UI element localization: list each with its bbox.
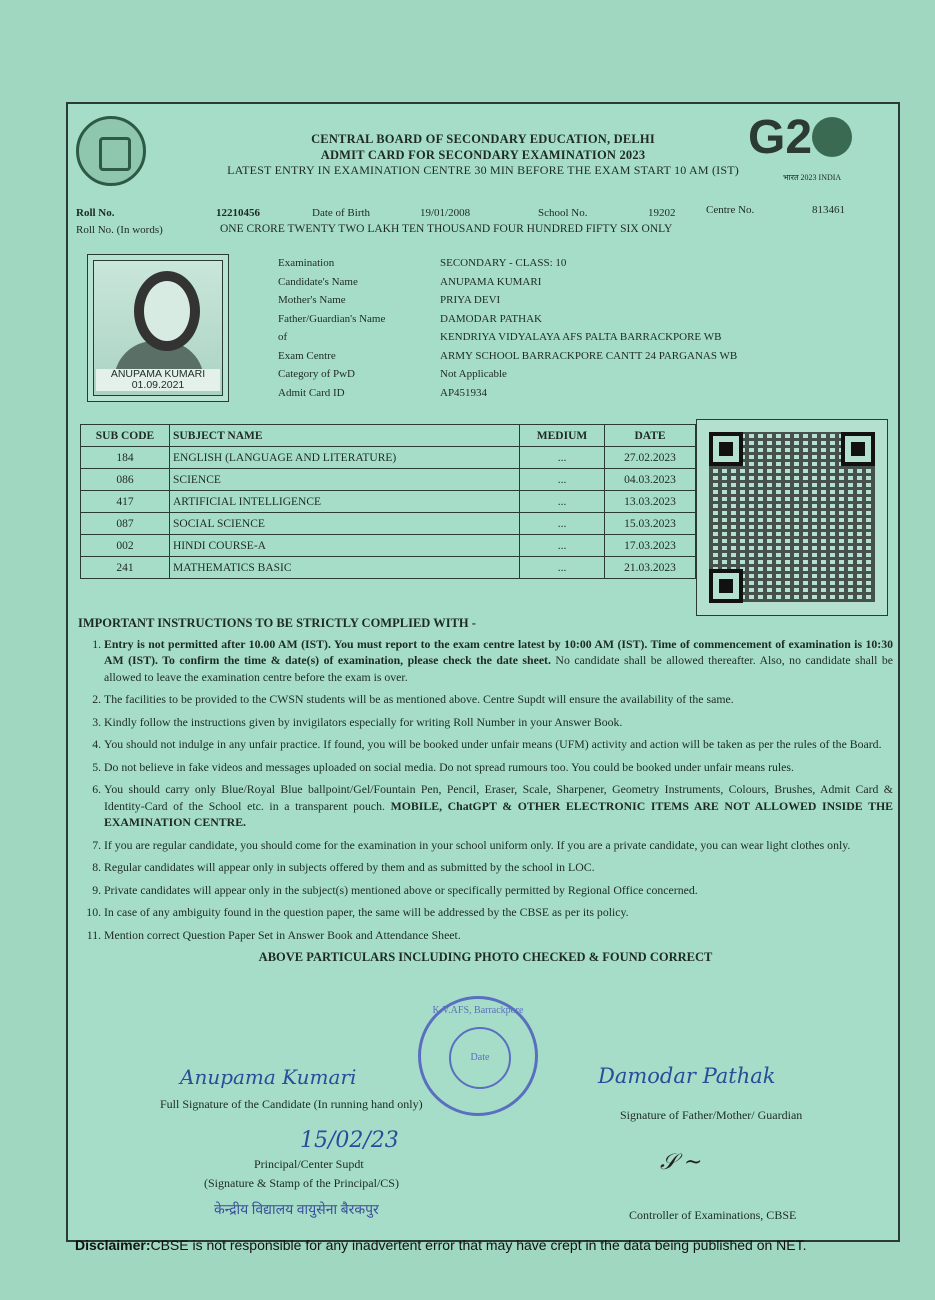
candidate-signature: Anupama Kumari	[180, 1065, 357, 1089]
exam-date: 13.03.2023	[605, 491, 696, 513]
candidate-sig-label: Full Signature of the Candidate (In running hand only)	[160, 1097, 423, 1111]
medium: ...	[520, 557, 605, 579]
candidate-photo	[87, 254, 229, 402]
subject-name: HINDI COURSE-A	[170, 535, 520, 557]
detail-value: ANUPAMA KUMARI	[440, 275, 542, 288]
exam-date: 15.03.2023	[605, 513, 696, 535]
detail-value: ARMY SCHOOL BARRACKPORE CANTT 24 PARGANAS WB	[440, 349, 738, 362]
verification-note: ABOVE PARTICULARS INCLUDING PHOTO CHECKED & FOUND CORRECT	[258, 950, 713, 964]
subject-name: MATHEMATICS BASIC	[170, 557, 520, 579]
school-number: 19202	[648, 207, 676, 219]
roll-number: 12210456	[216, 207, 260, 219]
principal-stamp: केन्द्रीय विद्यालय वायुसेना बैरकपुर	[214, 1203, 379, 1218]
detail-label: Candidate's Name	[278, 275, 358, 288]
subject-name: ARTIFICIAL INTELLIGENCE	[170, 491, 520, 513]
instructions-title: IMPORTANT INSTRUCTIONS TO BE STRICTLY COMPLIED WITH -	[78, 616, 476, 630]
entry-note: LATEST ENTRY IN EXAMINATION CENTRE 30 MIN BEFORE THE EXAM START 10 AM (IST)	[227, 163, 739, 177]
detail-label: of	[278, 331, 288, 343]
dob: 19/01/2008	[420, 207, 471, 219]
instruction-2: 2. The facilities to be provided to the CWSN students will be as mentioned above. Centre Supdt will ensure the availability of the same.	[104, 691, 893, 708]
instruction-4: 4. You should not indulge in any unfair practice. If found, you will be booked under unfair means (UFM) activity and action will be taken as per the rules of the Board.	[104, 736, 893, 753]
card-title: ADMIT CARD FOR SECONDARY EXAMINATION 2023	[320, 148, 646, 162]
sub-code: 241	[81, 557, 170, 579]
sub-code: 087	[81, 513, 170, 535]
col-medium: MEDIUM	[520, 425, 605, 447]
g20-logo: G2	[748, 110, 852, 165]
sub-code: 184	[81, 447, 170, 469]
exam-date: 21.03.2023	[605, 557, 696, 579]
qr-code	[696, 419, 888, 616]
subject-name: SCIENCE	[170, 469, 520, 491]
detail-label: Exam Centre	[278, 349, 336, 362]
sub-code: 086	[81, 469, 170, 491]
table-row	[81, 535, 696, 557]
detail-label: Admit Card ID	[278, 386, 345, 399]
controller-label: Controller of Examinations, CBSE	[629, 1208, 797, 1222]
sub-code: 002	[81, 535, 170, 557]
col-subject-name: SUBJECT NAME	[170, 425, 520, 447]
instruction-11: 11. Mention correct Question Paper Set in Answer Book and Attendance Sheet.	[104, 927, 893, 944]
table-row	[81, 447, 696, 469]
detail-value: AP451934	[440, 386, 488, 399]
instruction-3: 3. Kindly follow the instructions given by invigilators especially for writing Roll Number in your Answer Book.	[104, 714, 893, 731]
table-row	[81, 557, 696, 579]
sub-code: 417	[81, 491, 170, 513]
exam-date: 27.02.2023	[605, 447, 696, 469]
school-label: School No.	[538, 207, 588, 219]
controller-signature: 𝒮 ~	[660, 1150, 703, 1175]
roll-words: ONE CRORE TWENTY TWO LAKH TEN THOUSAND FOUR HUNDRED FIFTY SIX ONLY	[220, 223, 673, 235]
instruction-6: 6. You should carry only Blue/Royal Blue ballpoint/Gel/Fountain Pen, Pencil, Eraser, Scale, Sharpener, Geometry Instruments, Colours, Brushes, Admit Card & Identity-Card of the School etc. in a transparent pouch. MOBILE, ChatGPT & OTHER ELECTRONIC ITEMS ARE NOT ALLOWED INSIDE THE EXAMINATION CENTRE.	[104, 781, 893, 831]
table-row	[81, 491, 696, 513]
detail-value: PRIYA DEVI	[440, 294, 501, 306]
dob-label: Date of Birth	[312, 207, 371, 219]
instruction-7: 7. If you are regular candidate, you should come for the examination in your school uniform only. If you are a private candidate, you can wear light clothes only.	[104, 837, 893, 854]
table-row	[81, 513, 696, 535]
subject-name: SOCIAL SCIENCE	[170, 513, 520, 535]
medium: ...	[520, 447, 605, 469]
detail-value: KENDRIYA VIDYALAYA AFS PALTA BARRACKPORE WB	[440, 331, 722, 343]
centre-number: 813461	[812, 204, 845, 216]
roll-words-label: Roll No. (In words)	[76, 224, 163, 236]
col-sub-code: SUB CODE	[81, 425, 170, 447]
subject-name: ENGLISH (LANGUAGE AND LITERATURE)	[170, 447, 520, 469]
detail-value: DAMODAR PATHAK	[440, 312, 542, 325]
instruction-9: 9. Private candidates will appear only in the subject(s) mentioned above or specifically permitted by Regional Office concerned.	[104, 882, 893, 899]
photo-date: 01.09.2021	[131, 379, 185, 391]
parent-sig-label: Signature of Father/Mother/ Guardian	[620, 1108, 803, 1122]
instruction-1: 1. Entry is not permitted after 10.00 AM (IST). You must report to the exam centre latest by 10:00 AM (IST). Time of commencement of examination is 10:30 AM (IST). To confirm the time & date(s) of examination, please check the date sheet. No candidate shall be allowed thereafter. Also, no candidate shall be allowed to leave the examination centre before the exam is over.	[104, 636, 893, 686]
principal-label-2: (Signature & Stamp of the Principal/CS)	[204, 1176, 399, 1190]
roll-label: Roll No.	[76, 207, 115, 219]
instruction-5: 5. Do not believe in fake videos and messages uploaded on social media. Do not spread rumours too. You could be booked under unfair means rules.	[104, 759, 893, 776]
centre-label: Centre No.	[706, 204, 755, 216]
medium: ...	[520, 469, 605, 491]
detail-label: Category of PwD	[278, 368, 355, 380]
exam-date: 17.03.2023	[605, 535, 696, 557]
detail-label: Examination	[278, 257, 335, 269]
g20-subtitle: भारत 2023 INDIA	[783, 173, 842, 182]
medium: ...	[520, 535, 605, 557]
disclaimer: Disclaimer:CBSE is not responsible for any inadvertent error that may have crept in the data being published on NET.	[75, 1237, 807, 1253]
photo-name: ANUPAMA KUMARI	[110, 368, 206, 380]
subjects-table	[80, 424, 696, 579]
exam-date: 04.03.2023	[605, 469, 696, 491]
detail-value: SECONDARY - CLASS: 10	[440, 257, 567, 269]
board-name: CENTRAL BOARD OF SECONDARY EDUCATION, DELHI	[311, 132, 655, 146]
medium: ...	[520, 513, 605, 535]
detail-value: Not Applicable	[440, 368, 507, 380]
school-stamp: K.V.AFS, Barrackpore Date	[418, 996, 538, 1116]
detail-label: Mother's Name	[278, 294, 346, 306]
parent-signature: Damodar Pathak	[598, 1064, 776, 1088]
medium: ...	[520, 491, 605, 513]
principal-label: Principal/Center Supdt	[254, 1157, 364, 1171]
table-row	[81, 469, 696, 491]
instructions	[78, 615, 893, 966]
col-date: DATE	[605, 425, 696, 447]
principal-signature: 15/02/23	[300, 1128, 399, 1153]
instruction-8: 8. Regular candidates will appear only in subjects offered by them and as submitted by the school in LOC.	[104, 859, 893, 876]
instruction-10: 10. In case of any ambiguity found in the question paper, the same will be addressed by the CBSE as per its policy.	[104, 904, 893, 921]
detail-label: Father/Guardian's Name	[278, 312, 386, 325]
